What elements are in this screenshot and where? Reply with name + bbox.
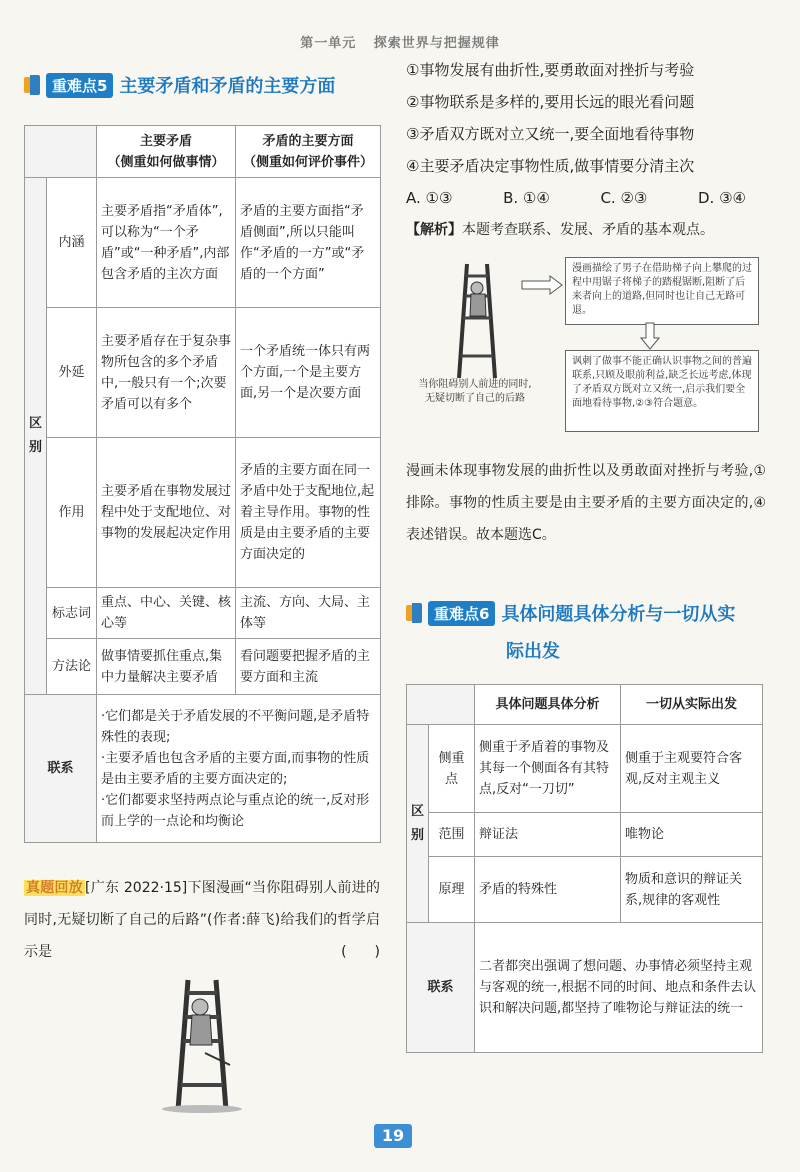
section5-heading: 主要矛盾和矛盾的主要方面 xyxy=(119,76,336,97)
table-row xyxy=(25,639,381,695)
question-source: [广东 2022·15] xyxy=(85,880,188,896)
unit-label: 第一单元 xyxy=(300,36,357,51)
table-row xyxy=(25,308,381,438)
choice-d[interactable]: D. ③④ xyxy=(698,189,746,207)
question-tag: 真题回放 xyxy=(26,880,83,896)
table-row xyxy=(407,923,763,1053)
table-row xyxy=(25,178,381,308)
book-icon xyxy=(406,603,424,623)
answer-bracket: ( ) xyxy=(341,944,380,960)
table-cell: 侧重于矛盾着的事物及其每一个侧面各有其特点,反对“一刀切” xyxy=(475,725,621,813)
question-stem xyxy=(24,872,380,968)
explanation-box-2: 讽刺了做事不能正确认识事物之间的普遍联系,只顾及眼前利益,缺乏长远考虑,体现了矛盾双方既对立又统一,启示我们要全面地看待事物,②③符合题意。 xyxy=(565,350,759,432)
row-label: 原理 xyxy=(429,857,475,923)
running-header xyxy=(0,32,800,51)
table-cell: 主要矛盾指“矛盾体”,可以称为“一个矛盾”或“一种矛盾”,内部包含矛盾的主次方面 xyxy=(97,178,236,308)
statement-item: ②事物联系是多样的,要用长远的眼光看问题 xyxy=(406,93,695,111)
col-header-from-reality: 一切从实际出发 xyxy=(621,685,763,725)
group-label-difference: 区别 xyxy=(407,725,429,923)
choice-a[interactable]: A. ①③ xyxy=(406,189,453,207)
question-text: 下图漫画“当你阻碍别人前进的同时,无疑切断了自己的后路”(作者:薛飞)给我们的哲学启示是 xyxy=(24,880,380,960)
section6-heading-line2: 际出发 xyxy=(506,641,560,662)
arrow-down-icon xyxy=(640,322,660,350)
section5-title xyxy=(24,72,335,98)
table-cell: 矛盾的特殊性 xyxy=(475,857,621,923)
section6-heading-line1: 具体问题具体分析与一切从实 xyxy=(501,604,736,625)
analysis-tag: 【解析】 xyxy=(406,222,462,238)
row-label: 外延 xyxy=(47,308,97,438)
table-row xyxy=(407,725,763,813)
section5-tag: 重难点5 xyxy=(46,73,113,98)
table-row xyxy=(407,813,763,857)
page-number: 19 xyxy=(374,1124,412,1148)
link-label: 联系 xyxy=(25,695,97,843)
choice-row xyxy=(406,182,746,214)
options-block xyxy=(406,54,786,246)
ladder-cartoon-image xyxy=(150,975,260,1115)
diagram-caption: 当你阻碍别人前进的同时,无疑切断了自己的后路 xyxy=(418,379,532,404)
corner-cell xyxy=(25,126,97,178)
analysis-paragraph: 漫画未体现事物发展的曲折性以及勇敢面对挫折与考验,①排除。事物的性质主要是由主要矛盾的主要方面决定的,④表述错误。故本题选C。 xyxy=(406,463,766,543)
link-cell xyxy=(97,695,381,843)
book-icon xyxy=(24,75,42,95)
statement-item: ③矛盾双方既对立又统一,要全面地看待事物 xyxy=(406,125,695,143)
col-header-main-aspect: 矛盾的主要方面 （侧重如何评价事件） xyxy=(236,126,381,178)
unit-title: 探索世界与把握规律 xyxy=(373,36,500,51)
link-item: ·它们都要求坚持两点论与重点论的统一,反对形而上学的一点论和均衡论 xyxy=(101,792,370,829)
row-label: 标志词 xyxy=(47,588,97,639)
table-cell: 看问题要把握矛盾的主要方面和主流 xyxy=(236,639,381,695)
row-label: 方法论 xyxy=(47,639,97,695)
analysis-intro-text: 本题考查联系、发展、矛盾的基本观点。 xyxy=(462,222,714,238)
link-cell: 二者都突出强调了想问题、办事情必须坚持主观与客观的统一,根据不同的时间、地点和条件去认识和解决问题,都坚持了唯物论与辩证法的统一 xyxy=(475,923,763,1053)
table-cell: 做事情要抓住重点,集中力量解决主要矛盾 xyxy=(97,639,236,695)
table-row xyxy=(25,695,381,843)
table-cell: 唯物论 xyxy=(621,813,763,857)
col-header-concrete-analysis: 具体问题具体分析 xyxy=(475,685,621,725)
link-label: 联系 xyxy=(407,923,475,1053)
table-cell: 重点、中心、关键、核心等 xyxy=(97,588,236,639)
row-label: 内涵 xyxy=(47,178,97,308)
statement-item: ①事物发展有曲折性,要勇敢面对挫折与考验 xyxy=(406,61,695,79)
table-cell: 一个矛盾统一体只有两个方面,一个是主要方面,另一个是次要方面 xyxy=(236,308,381,438)
col-header-main-contradiction: 主要矛盾 （侧重如何做事情） xyxy=(97,126,236,178)
ladder-diagram-image xyxy=(445,260,505,380)
table-row xyxy=(407,857,763,923)
link-item: ·主要矛盾也包含矛盾的主要方面,而事物的性质是由主要矛盾的主要方面决定的; xyxy=(101,750,370,787)
section5-table xyxy=(24,125,381,843)
table-cell: 矛盾的主要方面指“矛盾侧面”,所以只能叫作“矛盾的一方”或“矛盾的一个方面” xyxy=(236,178,381,308)
table-cell: 主要矛盾在事物发展过程中处于支配地位、对事物的发展起决定作用 xyxy=(97,438,236,588)
group-label-difference: 区别 xyxy=(25,178,47,695)
statement-item: ④主要矛盾决定事物性质,做事情要分清主次 xyxy=(406,157,695,175)
table-cell: 物质和意识的辩证关系,规律的客观性 xyxy=(621,857,763,923)
explanation-box-1: 漫画描绘了男子在借助梯子向上攀爬的过程中用锯子将梯子的踏棍锯断,阻断了后来者向上的道路,但同时也让自己无路可退。 xyxy=(565,257,759,325)
arrow-right-icon xyxy=(520,275,564,295)
row-label: 侧重点 xyxy=(429,725,475,813)
corner-cell xyxy=(407,685,475,725)
section6-title xyxy=(406,600,735,626)
choice-c[interactable]: C. ②③ xyxy=(600,189,648,207)
table-cell: 主要矛盾存在于复杂事物所包含的多个矛盾中,一般只有一个;次要矛盾可以有多个 xyxy=(97,308,236,438)
section6-tag: 重难点6 xyxy=(428,601,495,626)
table-row xyxy=(25,438,381,588)
choice-b[interactable]: B. ①④ xyxy=(503,189,550,207)
link-item: ·它们都是关于矛盾发展的不平衡问题,是矛盾特殊性的表现; xyxy=(101,708,370,745)
row-label: 范围 xyxy=(429,813,475,857)
row-label: 作用 xyxy=(47,438,97,588)
table-cell: 辩证法 xyxy=(475,813,621,857)
table-row xyxy=(25,588,381,639)
section6-table xyxy=(406,684,763,1053)
table-cell: 主流、方向、大局、主体等 xyxy=(236,588,381,639)
table-cell: 侧重于主观要符合客观,反对主观主义 xyxy=(621,725,763,813)
analysis-intro xyxy=(406,214,786,246)
table-cell: 矛盾的主要方面在同一矛盾中处于支配地位,起着主导作用。事物的性质是由主要矛盾的主要方面决定的 xyxy=(236,438,381,588)
